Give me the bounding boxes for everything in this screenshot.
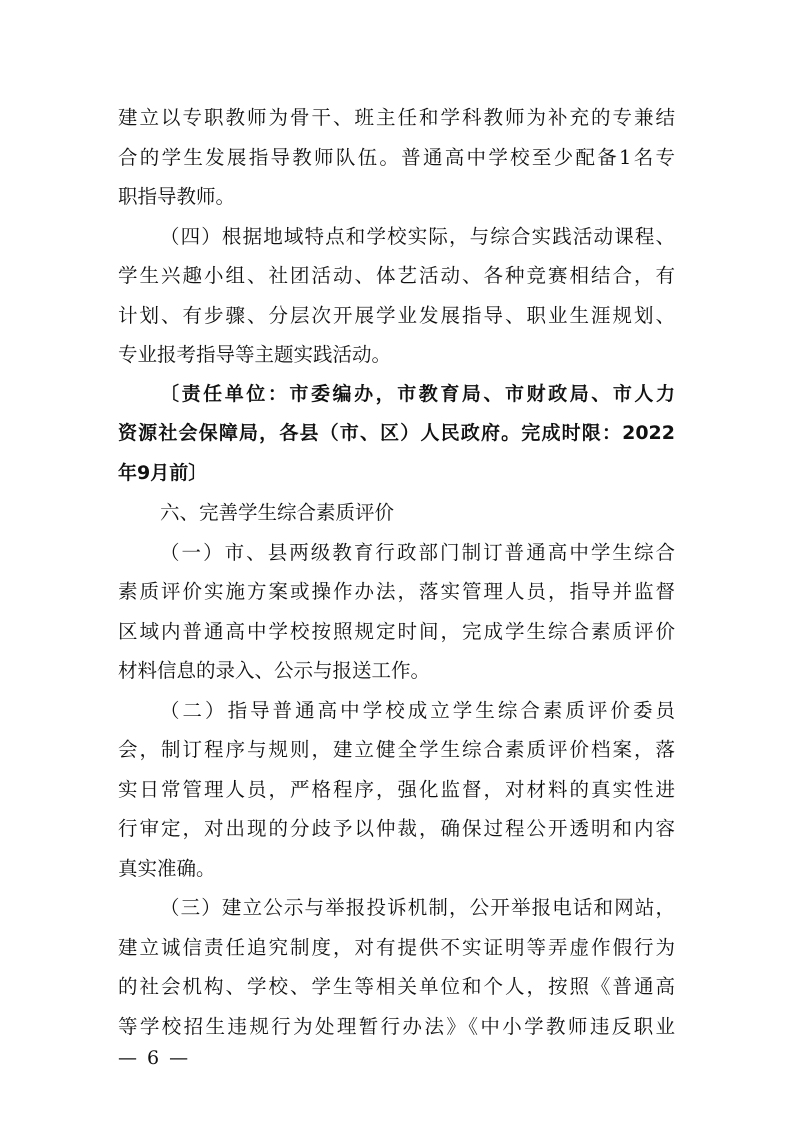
responsibility-line: 年9月前〕 <box>118 461 208 484</box>
text-line: （三）建立公示与举报投诉机制，公开举报电话和网站， <box>160 896 675 919</box>
text-line: 建立诚信责任追究制度，对有提供不实证明等弄虚作假行为 <box>118 935 675 959</box>
text-line: 实日常管理人员，严格程序，强化监督，对材料的真实性进 <box>118 777 675 801</box>
text-line: 合的学生发展指导教师队伍。普通高中学校至少配备1名专 <box>118 145 675 169</box>
text-line: 建立以专职教师为骨干、班主任和学科教师为补充的专兼结 <box>118 106 675 129</box>
text-line: 行审定，对出现的分歧予以仲裁，确保过程公开透明和内容 <box>118 817 675 840</box>
text-line: 会，制订程序与规则，建立健全学生综合素质评价档案，落 <box>118 738 675 761</box>
text-line: 计划、有步骤、分层次开展学业发展指导、职业生涯规划、 <box>118 303 675 327</box>
text-line: （一）市、县两级教育行政部门制订普通高中学生综合 <box>160 540 675 564</box>
text-line: 职指导教师。 <box>118 185 236 208</box>
text-line: 学生兴趣小组、社团活动、体艺活动、各种竞赛相结合，有 <box>118 264 675 287</box>
text-line: 的社会机构、学校、学生等相关单位和个人，按照《普通高 <box>118 975 675 998</box>
text-line: 真实准确。 <box>118 856 216 880</box>
text-line: 材料信息的录入、公示与报送工作。 <box>118 659 431 682</box>
text-line: 区域内普通高中学校按照规定时间，完成学生综合素质评价 <box>118 619 675 643</box>
section-heading: 六、完善学生综合素质评价 <box>160 501 395 524</box>
page-number: — 6 — <box>118 1047 191 1069</box>
text-line: （二）指导普通高中学校成立学生综合素质评价委员 <box>160 698 675 722</box>
text-line: 专业报考指导等主题实践活动。 <box>118 343 392 366</box>
responsibility-line: 〔责任单位：市委编办，市教育局、市财政局、市人力 <box>160 382 675 405</box>
text-line: 等学校招生违规行为处理暂行办法》《中小学教师违反职业 <box>118 1014 675 1038</box>
body-text <box>118 98 675 1046</box>
text-line: （四）根据地域特点和学校实际，与综合实践活动课程、 <box>160 224 675 248</box>
text-line: 素质评价实施方案或操作办法，落实管理人员，指导并监督 <box>118 580 675 603</box>
responsibility-line: 资源社会保障局，各县（市、区）人民政府。完成时限：2022 <box>118 422 675 444</box>
